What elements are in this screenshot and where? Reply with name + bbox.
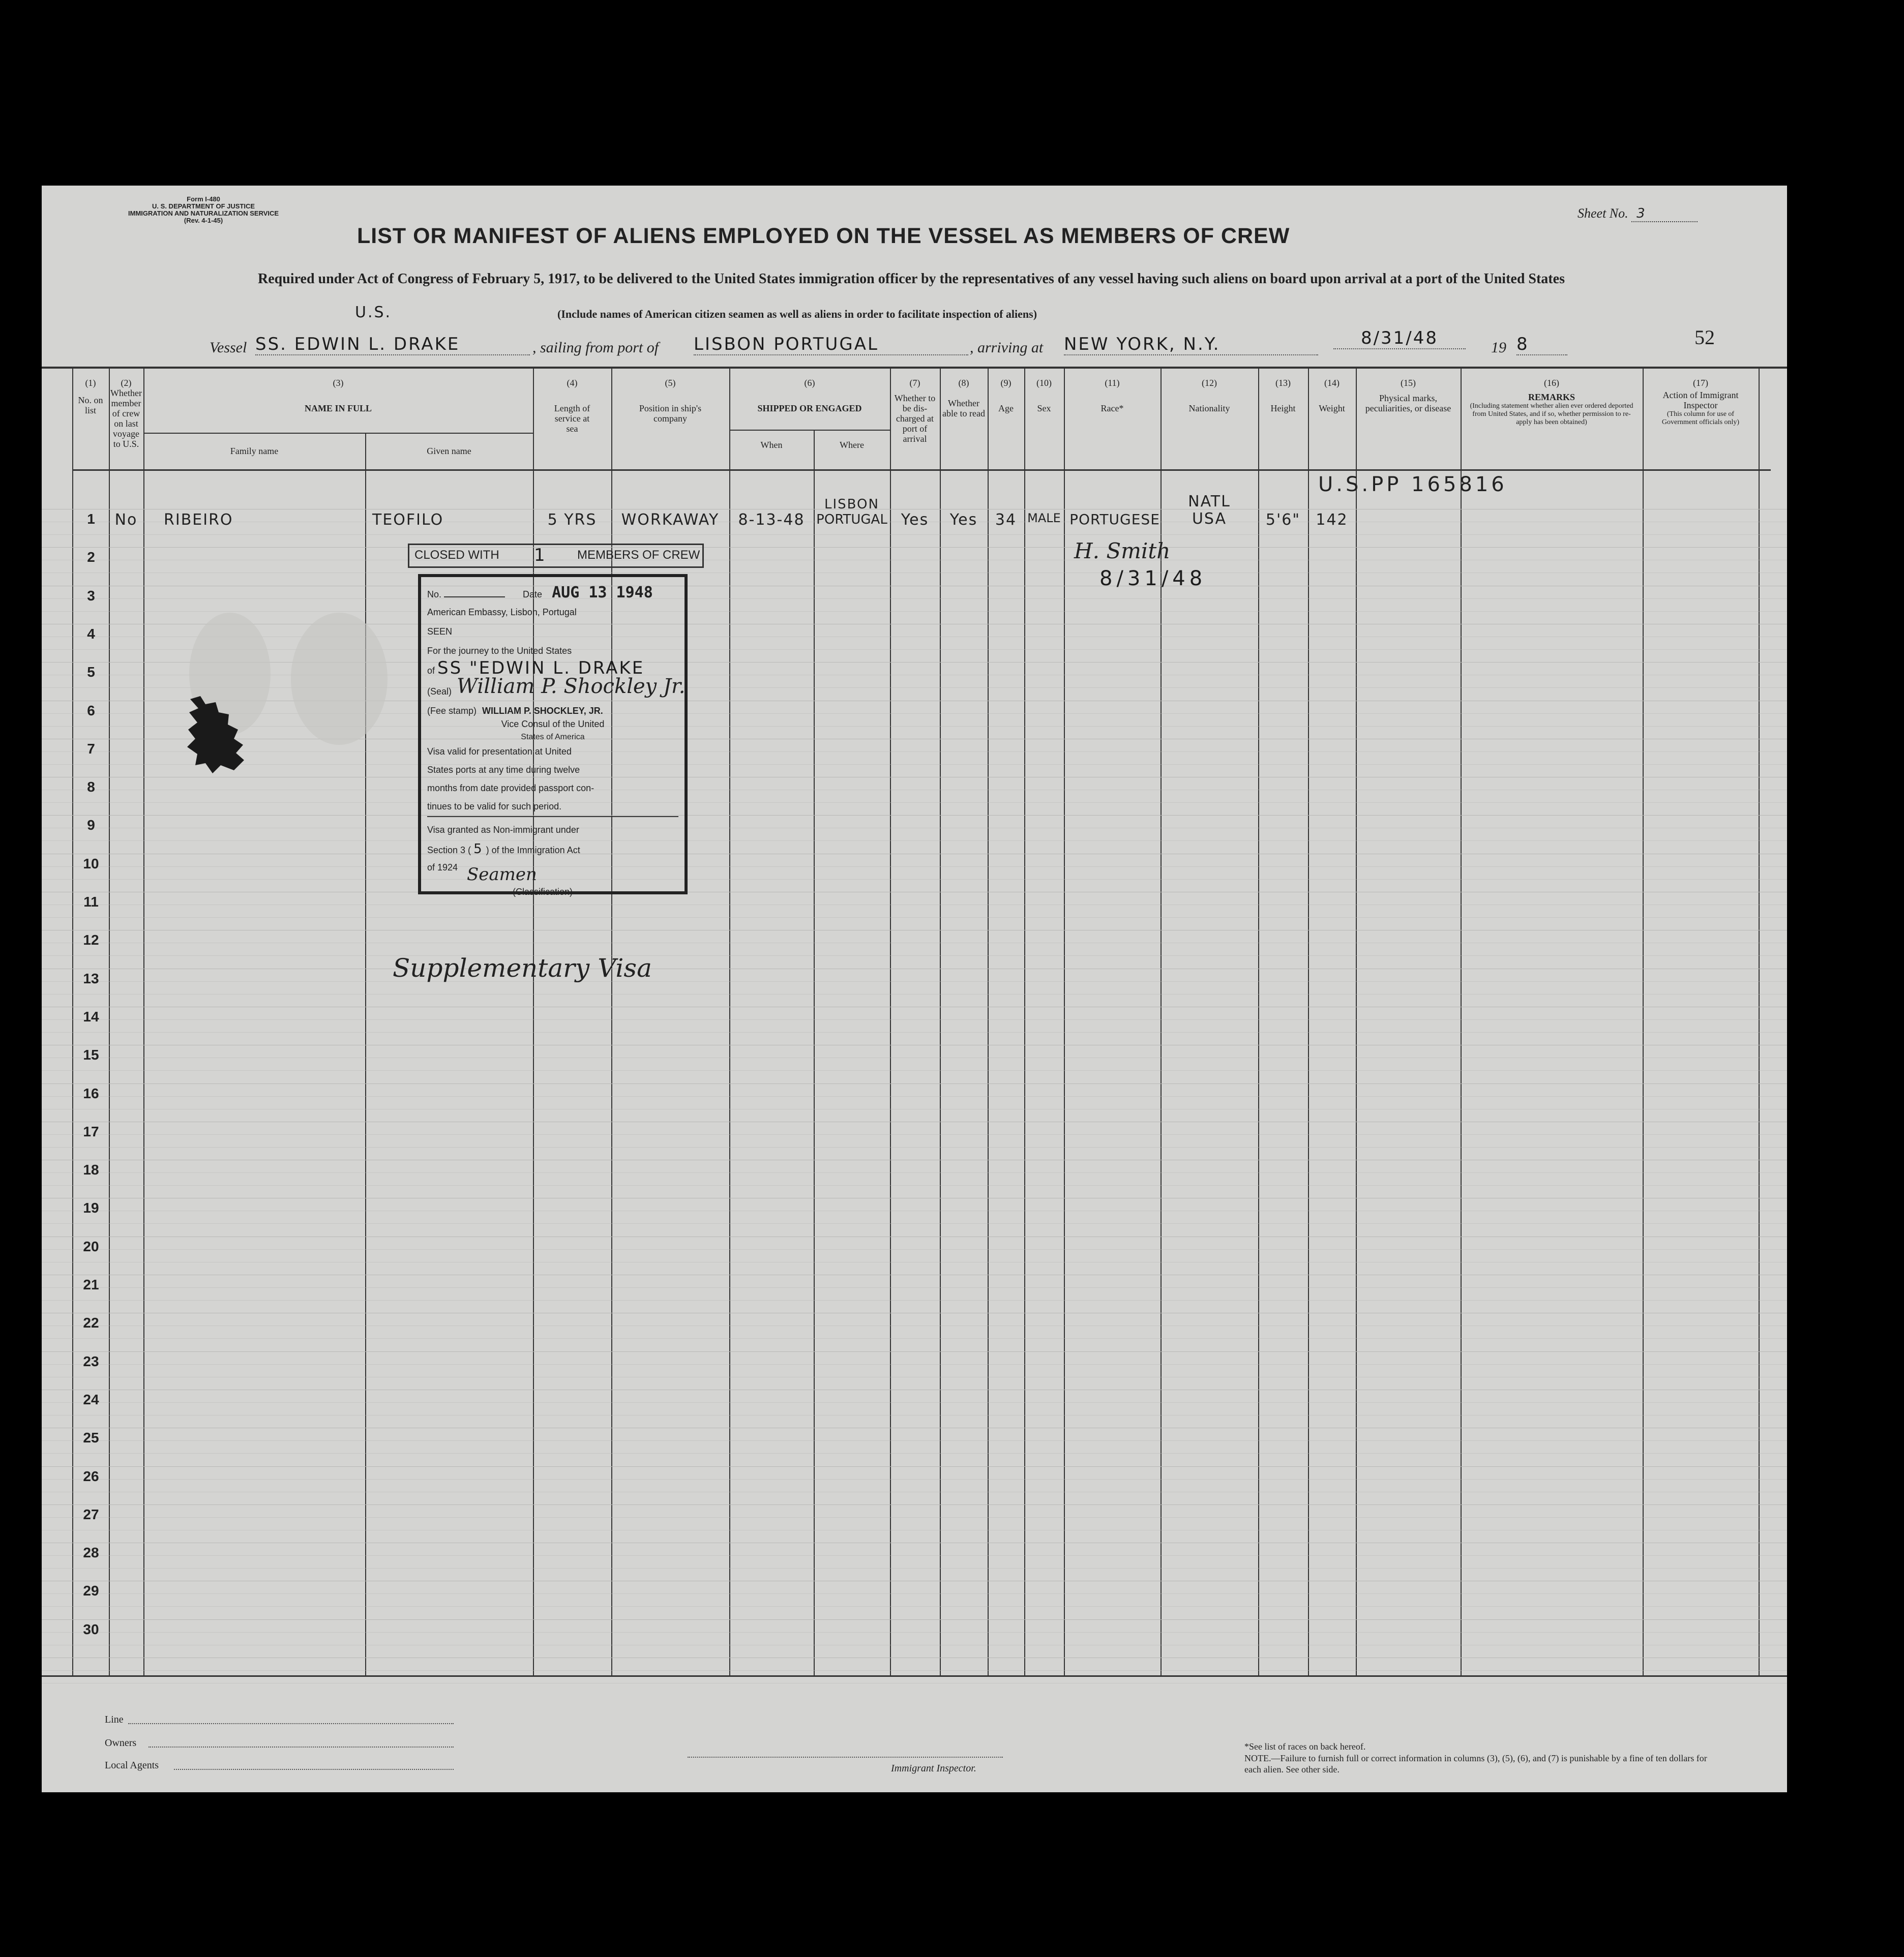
ruled-line [42,1479,1787,1480]
vessel-label: Vessel [210,339,247,356]
ruled-line [42,534,1787,535]
row-number: 18 [83,1162,99,1178]
entry-given-name: TEOFILO [372,511,444,529]
department: U. S. DEPARTMENT OF JUSTICE [152,202,255,210]
members-of-crew-label: MEMBERS OF CREW [577,548,700,562]
ruled-line [42,917,1787,918]
row-number: 4 [87,626,95,642]
ruled-line [42,1096,1787,1097]
footer-agents-label: Local Agents [105,1760,159,1771]
ruled-line [42,1555,1787,1556]
visa-classification-label: (Classification) [513,887,573,897]
entry-read: Yes [949,511,978,529]
row-number: 10 [83,856,99,871]
row-number: 22 [83,1315,99,1331]
form-number: Form I-480 [187,195,220,203]
inspector-field [688,1757,1003,1758]
entry-position: WORKAWAY [621,511,720,529]
footer-note: NOTE.—Failure to furnish full or correct information in columns (3), (5), (6), and (7) is punishable by a fine of ten dollars for each alien. See other side. [1244,1753,1707,1774]
row-number: 12 [83,932,99,948]
row-number: 2 [87,549,95,565]
ruled-line [42,1568,1787,1569]
col2-header: (2) Whether member of crew on last voyage to U.S. [110,378,142,449]
col5-header: (5) Position in ship's company [639,378,702,424]
visa-section-value: 5 [473,841,484,857]
table-top-border [42,367,1787,369]
ruled-line [42,1223,1787,1224]
revision: (Rev. 4-1-45) [184,217,223,224]
ruled-line [42,840,1787,841]
col7-header: (7) Whether to be dis-charged at port of arrival [894,378,936,444]
closed-with-count: 1 [534,545,547,565]
row-number: 17 [83,1124,99,1139]
row-number: 13 [83,971,99,986]
manifest-sheet [42,186,1787,1792]
ruled-line [42,1453,1787,1454]
entry-discharged: Yes [901,511,929,529]
visa-act-year: of 1924 [427,862,458,872]
visa-granted: Visa granted as Non-immigrant under [427,825,579,835]
visa-ship: SS "EDWIN L. DRAKE [437,658,645,678]
ruled-line [42,1517,1787,1518]
when-header: When [760,440,783,450]
visa-valid-2: States ports at any time during twelve [427,765,580,775]
vessel-value: SS. EDWIN L. DRAKE [255,334,530,355]
row-number: 11 [83,894,99,910]
ruled-line [42,1032,1787,1033]
visa-valid-1: Visa valid for presentation at United [427,746,572,757]
footer-owners-label: Owners [105,1737,137,1749]
ruled-line [42,1632,1787,1633]
fee-stamp-seal [185,694,251,775]
visa-seal: (Seal) [427,686,452,697]
visa-section-label: Section 3 ( [427,845,471,855]
row-number: 19 [83,1200,99,1216]
entry-last-voyage: No [114,511,138,529]
ruled-line [42,547,1787,548]
row-number: 6 [87,703,95,718]
ruled-line [42,1019,1787,1020]
family-name-header: Family name [230,446,279,456]
ruled-line [42,726,1787,727]
visa-section-row [427,839,678,860]
col8-header: (8) Whether able to read [942,378,985,418]
sheet-label: Sheet No. [1578,206,1628,221]
page-number: 52 [1694,326,1715,349]
shipped-subheader-line [729,430,890,431]
flag-note: U.S. [355,304,392,321]
row-number: 26 [83,1468,99,1484]
ruled-line [42,1415,1787,1416]
ruled-line [42,1338,1787,1339]
ruled-line [42,1504,1787,1505]
visa-stamp [418,574,688,897]
entry-remarks: U.S.PP 165816 [1318,473,1507,496]
requirement-text: Required under Act of Congress of February 5, 1917, to be delivered to the United States immigration officer by the representatives of any vessel having such aliens on board upon arrival at a port of the United States [258,271,1565,287]
ruled-line [42,598,1787,599]
ruled-line [42,1402,1787,1403]
entry-where-2: PORTUGAL [816,512,887,527]
entry-family-name: RIBEIRO [164,511,233,529]
col13-header: (13) Height [1270,378,1296,413]
visa-no-row [427,583,678,604]
sailing-label: , sailing from port of [532,339,659,356]
row-number: 9 [87,817,95,833]
footer-agents-field [174,1769,454,1770]
form-number-block [128,196,279,224]
visa-section-rest: ) of the Immigration Act [486,845,580,855]
col-divider [365,433,366,1675]
ruled-line [42,1070,1787,1071]
ruled-line [42,1287,1787,1288]
ruled-line [42,1300,1787,1301]
entry-sex: MALE [1027,511,1061,525]
ruled-line [42,751,1787,752]
sailing-value: LISBON PORTUGAL [694,334,968,355]
ruled-line [42,879,1787,880]
visa-journey: For the journey to the United States [427,646,572,656]
where-header: Where [840,440,864,450]
visa-valid-3: months from date provided passport con- [427,783,594,793]
ruled-line [42,1172,1787,1173]
visa-valid-4: tinues to be valid for such period. [427,797,678,817]
row-number: 21 [83,1277,99,1292]
ruled-line [42,866,1787,867]
row-number: 25 [83,1430,99,1446]
entry-where-1: LISBON [824,497,879,512]
consul-signature: William P. Shockley Jr. [457,675,686,698]
visa-classification-value: Seamen [467,864,537,885]
ruled-line [42,1670,1787,1671]
ruled-line [42,611,1787,612]
col16-header: (16) REMARKS (Including statement whether alien ever ordered deported from United States, and if so, whether permission to re-apply has been obtained) [1470,378,1633,426]
ruled-line [42,802,1787,803]
sheet-value: 3 [1631,206,1698,222]
consul-name: WILLIAM P. SHOCKLEY, JR. [482,706,603,716]
visa-seen: SEEN [427,626,453,637]
ruled-line [42,815,1787,816]
row-number: 20 [83,1239,99,1254]
inspector-signature: H. Smith [1074,538,1171,563]
name-subheader-line [143,433,533,434]
footer-inspector-label: Immigrant Inspector. [891,1763,976,1774]
col17-header: (17) Action of Immigrant Inspector (This column for use of Government officials only) [1661,378,1740,426]
col4-header: (4) Length of service at sea [554,378,590,434]
embossed-seal [291,613,388,745]
consul-title: Vice Consul of the United [501,719,605,729]
ruled-line [42,955,1787,956]
supplementary-visa-note: Supplementary Visa [393,953,652,983]
ruled-line [42,1364,1787,1365]
entry-age: 34 [995,511,1017,529]
ruled-line [42,981,1787,982]
row-number: 3 [87,588,95,604]
footer-races-note: *See list of races on back hereof. [1244,1741,1366,1752]
row-number: 5 [87,664,95,680]
arriving-value: NEW YORK, N.Y. [1064,334,1318,355]
ruled-line [42,1619,1787,1620]
row-number: 14 [83,1009,99,1025]
closed-with-label: CLOSED WITH [414,548,499,562]
year-value: 8 [1516,334,1567,355]
entry-nationality-2: USA [1192,510,1227,528]
col6-header: (6) SHIPPED OR ENGAGED [757,378,862,413]
row-number: 28 [83,1545,99,1560]
service: IMMIGRATION AND NATURALIZATION SERVICE [128,209,279,217]
row-number: 15 [83,1047,99,1063]
ruled-line [42,1134,1787,1135]
col14-header: (14) Weight [1319,378,1345,413]
col-divider [814,430,815,1675]
ruled-line [42,1147,1787,1148]
visa-fee: (Fee stamp) [427,706,477,716]
given-name-header: Given name [427,446,471,456]
col9-header: (9) Age [998,378,1014,413]
ruled-line [42,1083,1787,1084]
visa-no-label: No. [427,589,442,599]
col10-header: (10) Sex [1036,378,1052,413]
inspector-sign-date: 8/31/48 [1099,567,1207,590]
ruled-line [42,1351,1787,1352]
visa-date-label: Date [523,589,543,599]
ruled-line [42,1593,1787,1594]
footer-line-label: Line [105,1714,124,1725]
row-number: 24 [83,1392,99,1407]
col15-header: (15) Physical marks, peculiarities, or disease [1365,378,1451,413]
visa-of-label: of [427,666,435,676]
entry-race: PORTUGESE [1069,511,1160,528]
include-note: (Include names of American citizen seamen as well as aliens in order to facilitate inspection of aliens) [557,308,1037,320]
col1-header: (1) No. on list [78,378,103,415]
row-number: 27 [83,1507,99,1522]
entry-service: 5 YRS [547,511,597,529]
consul-country: States of America [521,733,585,741]
ruled-line [42,1249,1787,1250]
arriving-label: , arriving at [970,339,1044,356]
row-number: 7 [87,741,95,757]
row-number: 30 [83,1621,99,1637]
row-number: 23 [83,1353,99,1369]
visa-no-line [444,596,505,597]
footer-line-field [128,1723,454,1724]
col3-header: (3) NAME IN FULL [304,378,372,413]
date-value: 8/31/48 [1333,328,1466,349]
entry-weight: 142 [1316,511,1348,529]
ruled-line [42,1466,1787,1467]
entry-height: 5'6" [1265,511,1301,529]
visa-embassy: American Embassy, Lisbon, Portugal [427,607,577,617]
ruled-line [42,994,1787,995]
col11-header: (11) Race* [1100,378,1124,413]
header-bottom-border [72,469,1771,471]
closed-with-stamp [408,544,704,568]
ruled-line [42,764,1787,765]
row-number: 16 [83,1086,99,1101]
form-title: LIST OR MANIFEST OF ALIENS EMPLOYED ON THE VESSEL AS MEMBERS OF CREW [357,224,1290,248]
entry-nationality-1: NATL [1188,493,1231,510]
footer-owners-field [148,1747,454,1748]
year-label: 19 [1491,339,1506,356]
ruled-line [42,1185,1787,1186]
table-bottom-border [42,1675,1787,1677]
ruled-line [42,1606,1787,1607]
row-number: 8 [87,779,95,795]
sheet-number [1578,206,1698,222]
visa-date-value: AUG 13 1948 [552,584,653,601]
entry-when: 8-13-48 [738,511,805,529]
row-number: 1 [87,511,95,527]
row-number: 29 [83,1583,99,1599]
col12-header: (12) Nationality [1188,378,1230,413]
ruled-line [42,1440,1787,1441]
